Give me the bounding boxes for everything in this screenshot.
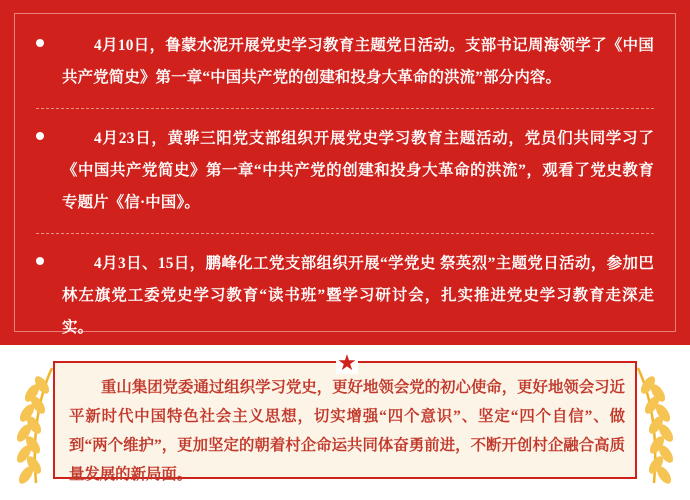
list-item: [36, 123, 654, 234]
list-item-text: 4月3日、15日，鹏峰化工党支部组织开展“学党史 祭英烈”主题党日活动，参加巴林左旗党工委党史学习教育“读书班”暨学习研讨会，扎实推进党史学习教育走深走实。: [62, 255, 654, 336]
bullet-dot-icon: [36, 257, 44, 265]
bullet-dot-icon: [36, 39, 44, 47]
quote-box: [53, 361, 637, 483]
bottom-quote-area: [0, 345, 690, 500]
list-item: [36, 248, 654, 358]
wheat-branch-left-icon: [2, 363, 58, 488]
wheat-branch-right-icon: [632, 363, 688, 488]
list-item: [36, 30, 654, 109]
bullet-dot-icon: [36, 132, 44, 140]
quote-text: 重山集团党委通过组织学习党史，更好地领会党的初心使命，更好地领会习近平新时代中国特色社会主义思想，切实增强“四个意识”、坚定“四个自信”、做到“两个维护”，更加坚定的朝着村企命运共同体奋勇前进，不断开创村企融合高质量发展的新局面。: [69, 379, 625, 483]
bullet-list: [36, 30, 654, 375]
star-icon: ★: [337, 350, 357, 375]
list-item-text: 4月10日，鲁蒙水泥开展党史学习教育主题党日活动。支部书记周海领学了《中国共产党简史》第一章“中国共产党的创建和投身大革命的洪流”部分内容。: [62, 37, 654, 86]
list-item-text: 4月23日，黄骅三阳党支部组织开展党史学习教育主题活动，党员们共同学习了《中国共产党简史》第一章“中共产党的创建和投身大革命的洪流”，观看了党史教育专题片《信·中国》。: [62, 130, 654, 211]
